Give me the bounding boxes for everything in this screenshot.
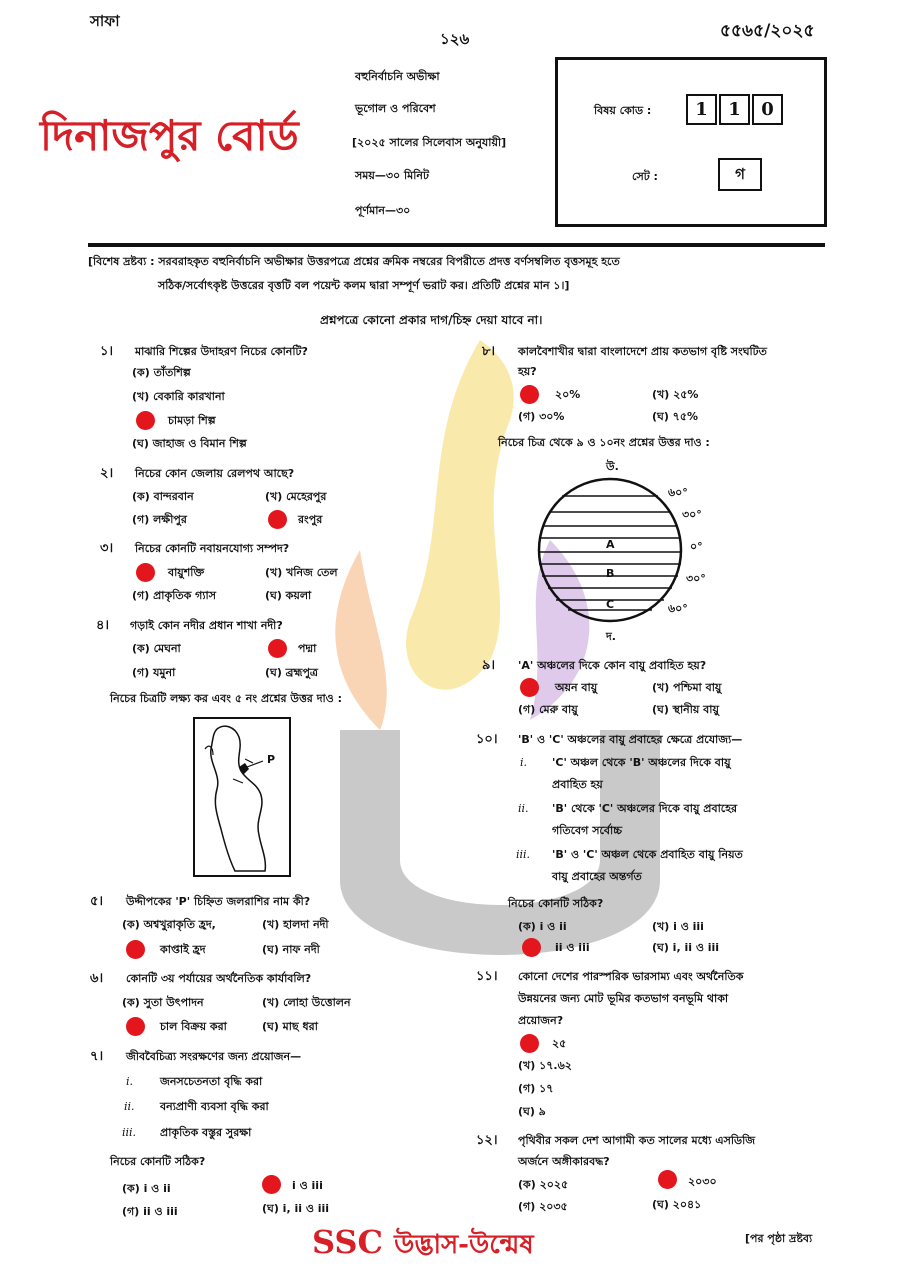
footer-brand [312, 1222, 534, 1265]
instruction-line-1: [বিশেষ দ্রষ্টব্য : সরবরাহকৃত বহুনির্বাচনি অভীক্ষার উত্তরপত্রে প্রশ্নের ক্রমিক নম্বরের বিপরীতে প্রদত্ত বর্ণসম্বলিত বৃত্তসমূহ হতে [88, 255, 620, 268]
q10-statement-ii-label: ii. [518, 802, 529, 815]
q11-option-b: (খ) ১৭.৬২ [518, 1059, 572, 1072]
subject-code-digit-2: 1 [719, 94, 750, 125]
q11-option-c: (গ) ১৭ [518, 1082, 554, 1095]
q7-answer-bubble[interactable] [262, 1175, 281, 1194]
q8-option-a: ২০% [555, 388, 581, 401]
q9-option-d: (ঘ) স্থানীয় বায়ু [652, 703, 719, 716]
q6-option-a: (ক) সুতা উৎপাদন [122, 996, 204, 1009]
q8-number: ৮। [482, 344, 496, 359]
q4-number: ৪। [96, 618, 110, 633]
q3-number: ৩। [100, 541, 114, 556]
q8-option-d: (ঘ) ৭৫% [652, 410, 698, 423]
q10-statement-iii-line-2: বায়ু প্রবাহের অন্তর্গত [552, 870, 642, 883]
subject-code-digit-1: 1 [686, 94, 717, 125]
q12-answer-bubble[interactable] [658, 1170, 677, 1189]
q5-number: ৫। [90, 894, 104, 909]
q10-option-d: (ঘ) i, ii ও iii [652, 941, 720, 954]
q12-option-a: (ক) ২০২৫ [518, 1178, 569, 1191]
q5-answer-bubble[interactable] [126, 940, 145, 959]
q10-option-c: ii ও iii [555, 941, 590, 954]
exam-type: বহুনির্বাচনি অভীক্ষা [355, 70, 440, 83]
q12-number: ১২। [476, 1133, 498, 1148]
map-pointer-line [247, 761, 263, 767]
instruction-line-2: সঠিক/সর্বোৎকৃষ্ট উত্তরের বৃত্তটি বল পয়েন্ট কলম দ্বারা সম্পূর্ণ ভরাট কর। প্রতিটি প্রশ্নের মান ১।] [158, 279, 570, 292]
q7-option-d: (ঘ) i, ii ও iii [262, 1202, 330, 1215]
q3-option-a: বায়ুশক্তি [168, 566, 205, 579]
footer-brand-name: উদ্ভাস-উন্মেষ [394, 1230, 534, 1260]
board-title: দিনাজপুর বোর্ড [40, 111, 299, 160]
q10-text: 'B' ও 'C' অঞ্চলের বায়ু প্রবাহের ক্ষেত্রে প্রযোজ্য— [518, 733, 743, 746]
q5-option-b: (খ) হালদা নদী [262, 918, 329, 931]
q9-text: 'A' অঞ্চলের দিকে কোন বায়ু প্রবাহিত হয়? [518, 659, 707, 672]
q1-option-b: (খ) বেকারি কারখানা [132, 390, 225, 403]
q7-statement-i: জনসচেতনতা বৃদ্ধি করা [160, 1075, 263, 1088]
q12-text-line-1: পৃথিবীর সকল দেশ আগামী কত সালের মধ্যে এসডিজি [518, 1134, 756, 1147]
q9-option-b: (খ) পশ্চিমা বায়ু [652, 681, 722, 694]
watermark-flame-orange [335, 550, 386, 730]
diagram-lat-30n: ৩০° [682, 508, 702, 521]
q4-option-b: পদ্মা [298, 642, 317, 655]
map-drawing [195, 719, 289, 875]
q11-text-line-2: উন্নয়নের জন্য মোট ভূমির কতভাগ বনভূমি থাকা [518, 992, 729, 1005]
diagram-zone-a: A [606, 538, 615, 551]
q7-statement-ii: বন্যপ্রাণী ব্যবসা বৃদ্ধি করা [160, 1100, 269, 1113]
corner-label: সাফা [90, 12, 120, 30]
q5-option-d: (ঘ) নাফ নদী [262, 943, 320, 956]
subject-name: ভূগোল ও পরিবেশ [355, 102, 436, 115]
map-prompt: নিচের চিত্রটি লক্ষ্য কর এবং ৫ নং প্রশ্নের উত্তর দাও : [110, 692, 342, 705]
q10-statement-i-line-2: প্রবাহিত হয় [552, 778, 603, 791]
diagram-prompt: নিচের চিত্র থেকে ৯ ও ১০নং প্রশ্নের উত্তর দাও : [498, 436, 710, 449]
q12-text-line-2: অর্জনে অঙ্গীকারবদ্ধ? [518, 1155, 610, 1168]
diagram-north-label: উ. [606, 460, 619, 473]
diagram-south-label: দ. [606, 630, 616, 643]
q11-option-d: (ঘ) ৯ [518, 1105, 546, 1118]
q3-text: নিচের কোনটি নবায়নযোগ্য সম্পদ? [135, 542, 290, 555]
q8-option-c: (গ) ৩০% [518, 410, 565, 423]
q5-option-c: কাপ্তাই হ্রদ [160, 943, 206, 956]
q11-number: ১১। [476, 969, 498, 984]
watermark-flame-yellow [406, 340, 514, 690]
subject-code-digit-3: 0 [752, 94, 783, 125]
q1-number: ১। [100, 344, 114, 359]
q1-option-a: (ক) তাঁতশিল্প [132, 366, 191, 379]
set-value: গ [718, 158, 762, 191]
q11-text-line-3: প্রয়োজন? [518, 1014, 564, 1027]
q4-option-a: (ক) মেঘনা [132, 642, 181, 655]
code-panel [555, 57, 827, 227]
q9-number: ৯। [482, 658, 496, 673]
q12-option-b: ২০৩০ [688, 1175, 717, 1188]
q11-answer-bubble[interactable] [520, 1034, 539, 1053]
q6-text: কোনটি ৩য় পর্যায়ের অর্থনৈতিক কার্যাবলি? [126, 972, 312, 985]
q7-option-a: (ক) i ও ii [122, 1182, 171, 1195]
q2-option-a: (ক) বান্দরবান [132, 490, 194, 503]
q10-answer-bubble[interactable] [522, 938, 541, 957]
q3-option-b: (খ) খনিজ তেল [265, 566, 338, 579]
q10-statement-i-label: i. [520, 756, 528, 769]
set-label: সেট : [632, 170, 658, 183]
q1-answer-bubble[interactable] [136, 411, 155, 430]
diagram-zone-c: C [606, 598, 615, 611]
q8-answer-bubble[interactable] [520, 385, 539, 404]
map-coast-outline [211, 726, 266, 871]
q7-statement-i-label: i. [126, 1075, 134, 1088]
header-divider [88, 243, 825, 247]
q10-option-a: (ক) i ও ii [518, 920, 567, 933]
code-reference: ৫৫৬৫/২০২৫ [720, 21, 815, 41]
map-label-p: P [267, 753, 276, 766]
q2-number: ২। [100, 466, 114, 481]
q6-number: ৬। [90, 971, 104, 986]
map-lake-mark [239, 763, 249, 775]
q5-text: উদ্দীপকের 'P' চিহ্নিত জলরাশির নাম কী? [126, 895, 311, 908]
q2-option-d: রংপুর [298, 513, 323, 526]
q7-option-c: (গ) ii ও iii [122, 1205, 178, 1218]
q6-option-c: চাল বিক্রয় করা [160, 1020, 227, 1033]
q7-statement-iii-label: iii. [122, 1126, 137, 1139]
q11-text-line-1: কোনো দেশের পারস্পরিক ভারসাম্য এবং অর্থনৈতিক [518, 970, 744, 983]
q2-option-b: (খ) মেহেরপুর [265, 490, 327, 503]
q10-statement-ii-line-2: গতিবেগ সর্বোচ্চ [552, 824, 623, 837]
q11-option-a: ২৫ [552, 1037, 567, 1050]
q4-answer-bubble[interactable] [268, 639, 287, 658]
subject-code-label: বিষয় কোড : [594, 104, 652, 117]
q8-option-b: (খ) ২৫% [652, 388, 699, 401]
q3-option-c: (গ) প্রাকৃতিক গ্যাস [132, 589, 216, 602]
q4-option-c: (গ) যমুনা [132, 666, 176, 679]
q7-statement-ii-label: ii. [124, 1100, 135, 1113]
q7-option-b: i ও iii [292, 1179, 323, 1192]
q10-option-b: (খ) i ও iii [652, 920, 704, 933]
q3-answer-bubble[interactable] [136, 563, 155, 582]
footer-brand-ssc: SSC [312, 1223, 383, 1261]
q10-which: নিচের কোনটি সঠিক? [508, 897, 604, 910]
q6-option-d: (ঘ) মাছ ধরা [262, 1020, 318, 1033]
q9-answer-bubble[interactable] [520, 678, 539, 697]
notice: প্রশ্নপত্রে কোনো প্রকার দাগ/চিহ্ন দেয়া যাবে না। [320, 313, 543, 327]
map-figure [193, 717, 291, 877]
q2-option-c: (গ) লক্ষীপুর [132, 513, 187, 526]
q4-text: গড়াই কোন নদীর প্রধান শাখা নদী? [130, 619, 283, 632]
q6-answer-bubble[interactable] [126, 1017, 145, 1036]
q3-option-d: (ঘ) কয়লা [265, 589, 312, 602]
q7-statement-iii: প্রাকৃতিক বস্তুর সুরক্ষা [160, 1126, 252, 1139]
q8-text-line-1: কালবৈশাখীর দ্বারা বাংলাদেশে প্রায় কতভাগ বৃষ্টি সংঘটিত [518, 345, 767, 358]
q2-answer-bubble[interactable] [268, 510, 287, 529]
q9-option-c: (গ) মেরু বায়ু [518, 703, 578, 716]
q12-option-d: (ঘ) ২০৪১ [652, 1198, 702, 1211]
diagram-zone-b: B [606, 567, 615, 580]
q7-text: জীববৈচিত্র্য সংরক্ষণের জন্য প্রয়োজন— [126, 1050, 302, 1063]
exam-time: সময়—৩০ মিনিট [355, 169, 429, 182]
next-page-note: [পর পৃষ্ঠা দ্রষ্টব্য [745, 1232, 813, 1245]
diagram-lat-30s: ৩০° [686, 572, 706, 585]
syllabus-note: [২০২৫ সালের সিলেবাস অনুযায়ী] [352, 136, 507, 149]
q7-number: ৭। [90, 1049, 104, 1064]
q8-text-line-2: হয়? [518, 365, 537, 378]
diagram-lat-60n: ৬০° [668, 486, 688, 499]
q1-option-c: চামড়া শিল্প [168, 414, 216, 427]
q5-option-a: (ক) অশ্বখুরাকৃতি হ্রদ, [122, 918, 216, 931]
q7-which: নিচের কোনটি সঠিক? [110, 1155, 206, 1168]
q6-option-b: (খ) লোহা উত্তোলন [262, 996, 351, 1009]
full-marks: পূর্ণমান—৩০ [355, 204, 411, 217]
q12-option-c: (গ) ২০৩৫ [518, 1200, 568, 1213]
page-number: ১২৬ [440, 30, 470, 48]
q10-statement-iii-label: iii. [516, 848, 531, 861]
q1-text: মাঝারি শিল্পের উদাহরণ নিচের কোনটি? [135, 345, 308, 358]
diagram-lat-60s: ৬০° [668, 602, 688, 615]
q10-statement-i-line-1: 'C' অঞ্চল থেকে 'B' অঞ্চলের দিকে বায়ু [552, 756, 731, 769]
q1-option-d: (ঘ) জাহাজ ও বিমান শিল্প [132, 437, 247, 450]
q10-statement-iii-line-1: 'B' ও 'C' অঞ্চল থেকে প্রবাহিত বায়ু নিয়ত [552, 848, 743, 861]
diagram-lat-0: ০° [690, 540, 703, 553]
q4-option-d: (ঘ) ব্রহ্মপুত্র [265, 666, 318, 679]
q10-number: ১০। [476, 732, 498, 747]
q9-option-a: অয়ন বায়ু [555, 681, 598, 694]
q2-text: নিচের কোন জেলায় রেলপথ আছে? [135, 467, 295, 480]
q10-statement-ii-line-1: 'B' থেকে 'C' অঞ্চলের দিকে বায়ু প্রবাহের [552, 802, 738, 815]
